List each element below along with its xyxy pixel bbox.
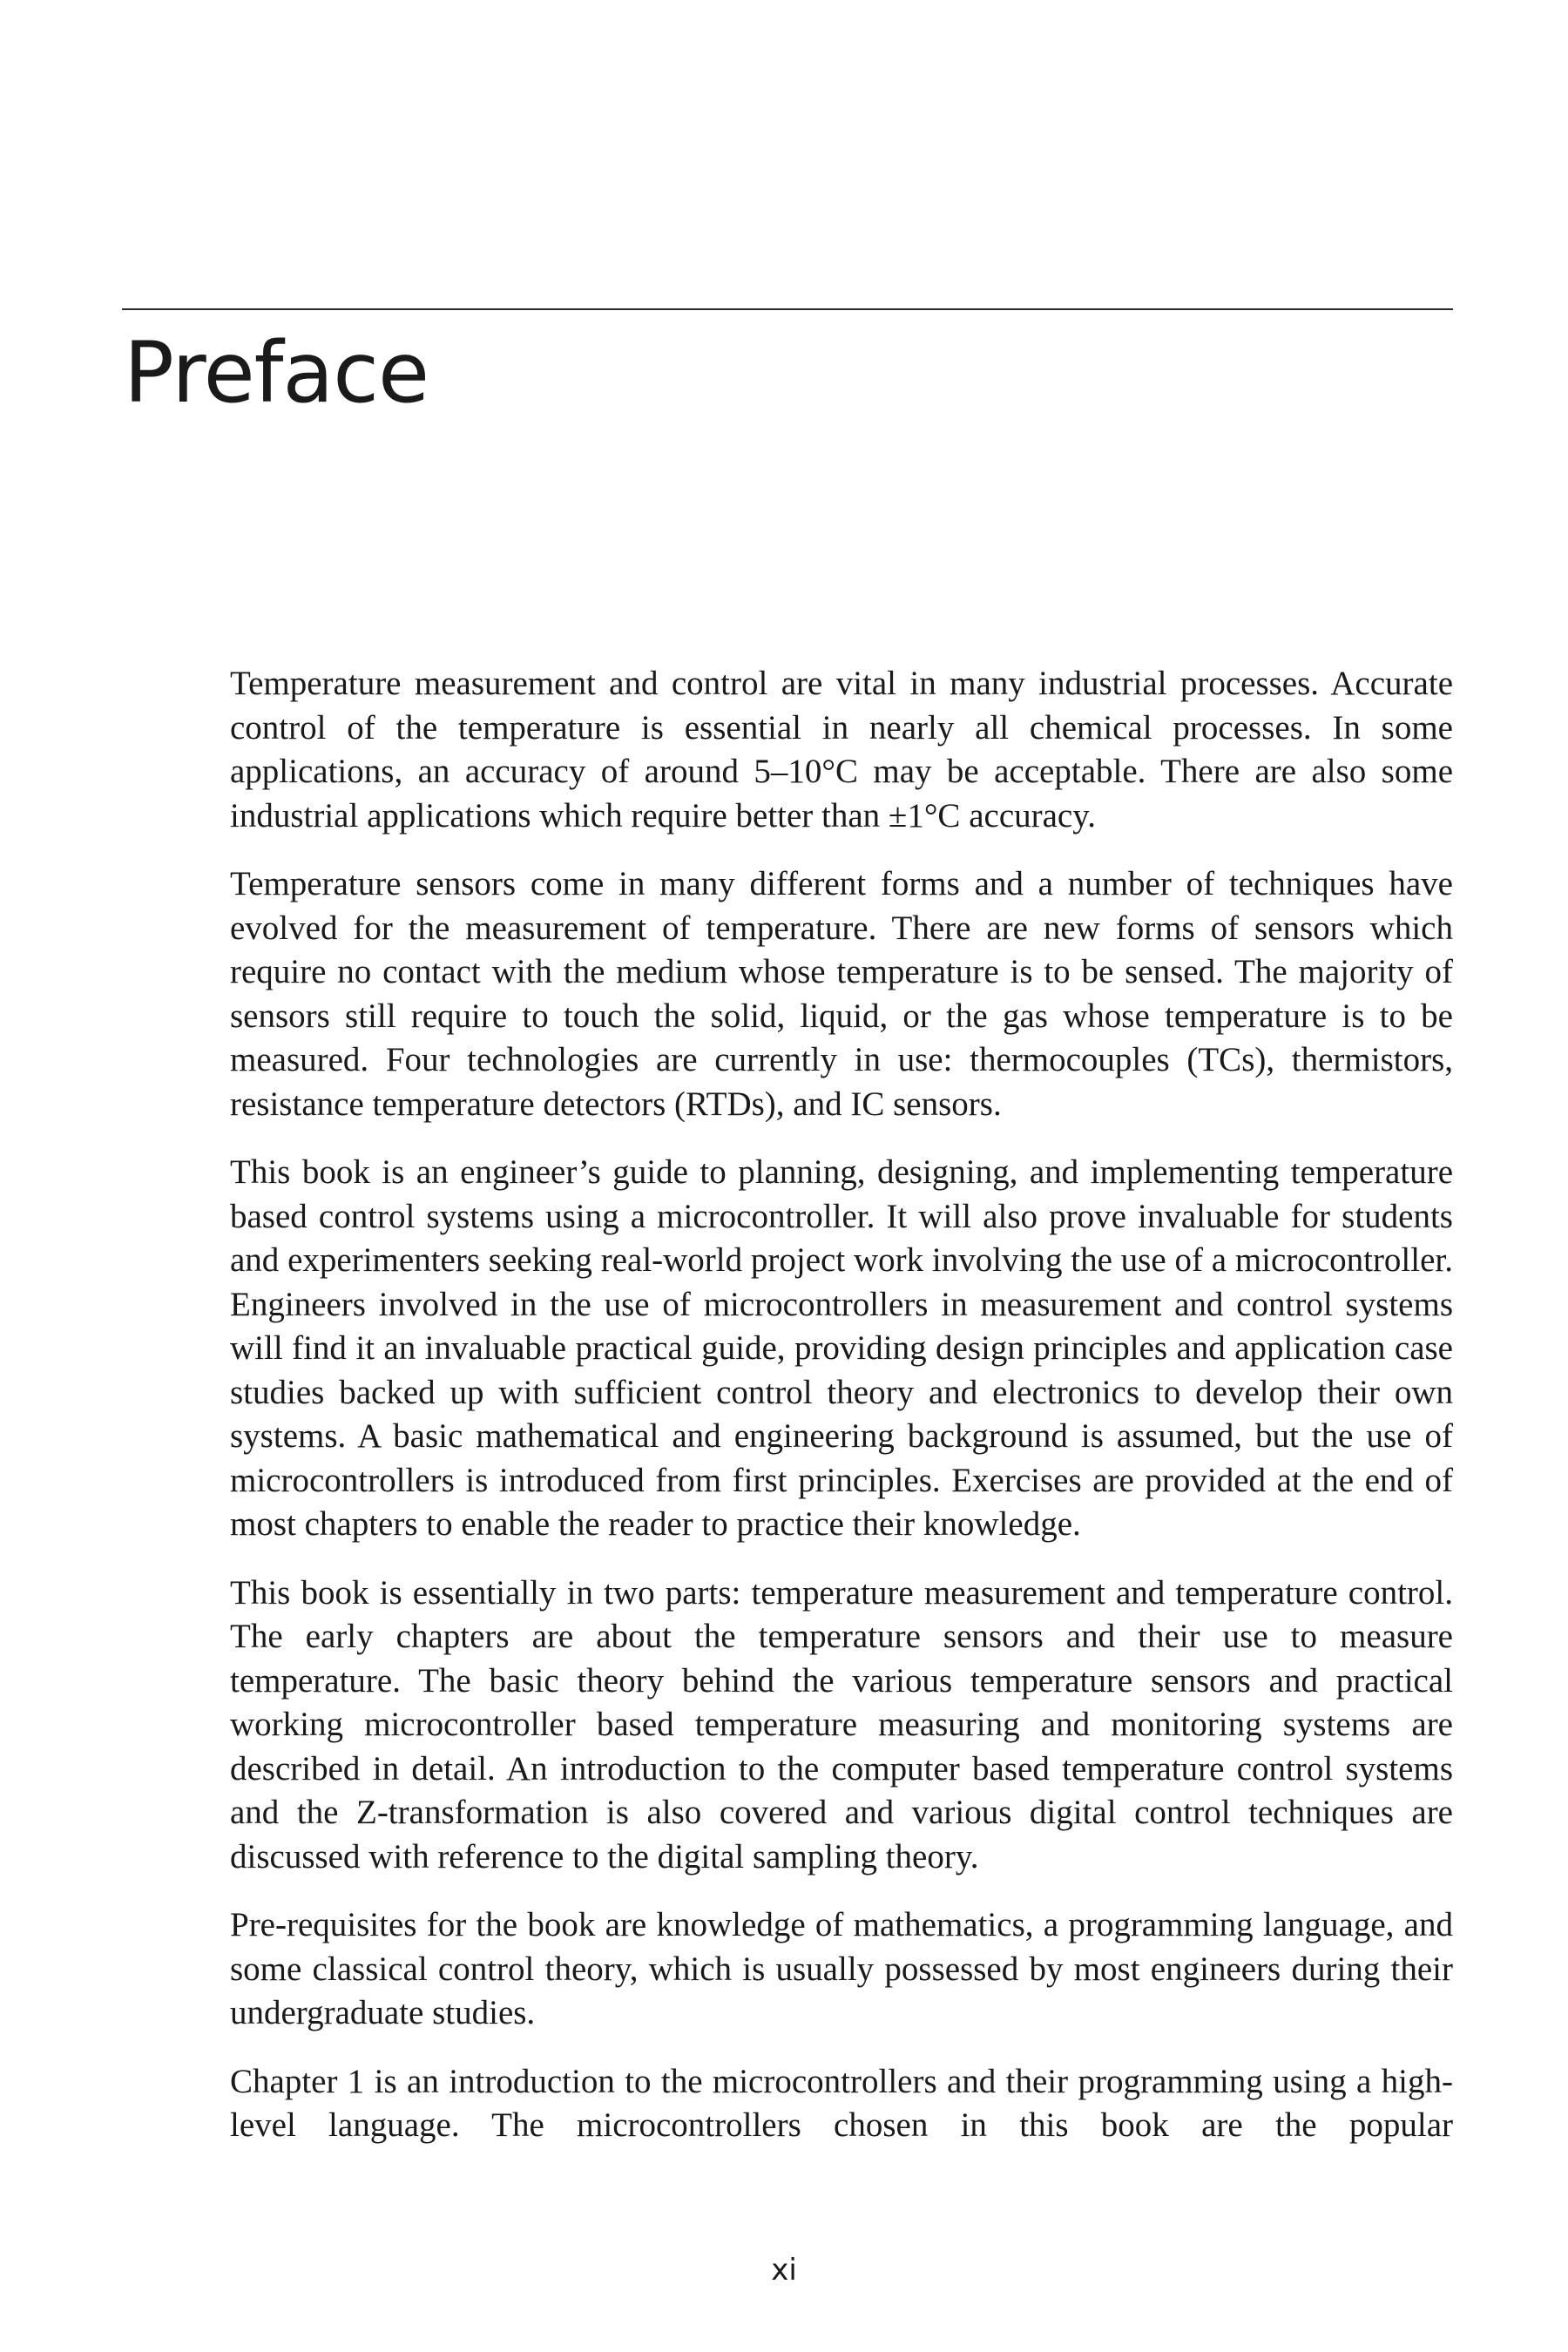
body-text xyxy=(230,662,1453,2173)
paragraph: Temperature measurement and control are vital in many industrial processes. Accurate control of the temperature is essential in nearly all chemical processes. In some applications, an accuracy of around 5–10°C may be acceptable. There are also some industrial applications which require better than ±1°C accuracy. xyxy=(230,665,1453,835)
paragraph: This book is essentially in two parts: temperature measurement and temperature control. The early chapters are about the temperature sensors and their use to measure temperature. The basic theory behind the various temperature sensors and practical working microcontroller based temperature measuring and monitoring systems are described in detail. An introduction to the computer based temperature control systems and the Z-transformation is also covered and various digital control techniques are discussed with reference to the digital sampling theory. xyxy=(230,1573,1453,1876)
paragraph: This book is an engineer’s guide to planning, designing, and implementing temperature based control systems using a microcontroller. It will also prove invaluable for students and experimenters seeking real-world project work involving the use of a microcontroller. Engineers involved in the use of microcontrollers in measurement and control systems will find it an invaluable practical guide, providing design principles and application case studies backed up with sufficient control theory and electronics to develop their own systems. A basic mathematical and engineering background is assumed, but the use of microcontrollers is introduced from first principles. Exercises are provided at the end of most chapters to enable the reader to practice their knowledge. xyxy=(230,1153,1453,1543)
page-number: xi xyxy=(771,2253,797,2288)
chapter-title: Preface xyxy=(124,324,429,422)
chapter-rule xyxy=(122,308,1453,310)
paragraph: Chapter 1 is an introduction to the microcontrollers and their programming using a high-level language. The microcontrollers chosen in this book are the popular xyxy=(230,2062,1453,2144)
paragraph: Pre-requisites for the book are knowledge of mathematics, a programming language, and some classical control theory, which is usually possessed by most engineers during their undergraduate studies. xyxy=(230,1906,1453,2031)
paragraph: Temperature sensors come in many different forms and a number of techniques have evolved for the measurement of temperature. There are new forms of sensors which require no contact with the medium whose temperature is to be sensed. The majority of sensors still require to touch the solid, liquid, or the gas whose temperature is to be measured. Four technologies are currently in use: thermocouples (TCs), thermistors, resistance temperature detectors (RTDs), and IC sensors. xyxy=(230,865,1453,1123)
